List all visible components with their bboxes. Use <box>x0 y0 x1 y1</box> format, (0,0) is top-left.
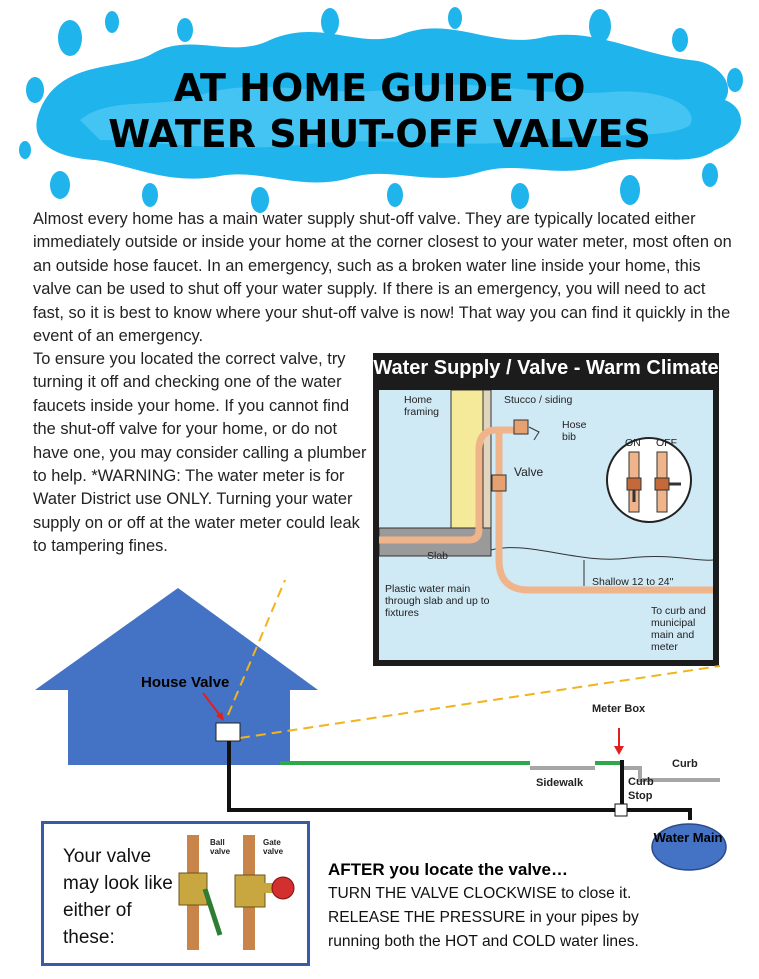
diagram-title: Water Supply / Valve - Warm Climate <box>373 357 719 379</box>
water-main-label: Water Main <box>653 830 723 845</box>
label-on: ON <box>625 437 641 449</box>
label-hose-bib: Hose bib <box>562 419 587 443</box>
page-title-line2: WATER SHUT-OFF VALVES <box>108 112 651 156</box>
after-line-1: TURN THE VALVE CLOCKWISE to close it. <box>328 885 632 902</box>
curb-stop-label: Curb Stop <box>628 776 654 802</box>
label-plastic-main: Plastic water main through slab and up to fixtures <box>385 583 490 619</box>
label-stucco: Stucco / siding <box>504 394 573 406</box>
curb-label: Curb <box>672 758 698 770</box>
valve-example-text: Your valve may look like either of these: <box>63 846 173 948</box>
label-shallow: Shallow 12 to 24" <box>592 576 674 588</box>
label-valve: Valve <box>514 465 544 479</box>
after-line-3: running both the HOT and COLD water lines. <box>328 933 639 950</box>
label-to-curb: To curb and municipal main and meter <box>651 605 706 653</box>
label-slab: Slab <box>427 550 449 562</box>
ball-valve-label: Ball valve <box>210 838 231 856</box>
gate-valve-label: Gate valve <box>263 838 284 856</box>
label-home-framing: Home framing <box>404 394 440 418</box>
side-paragraph: To ensure you located the correct valve, try turning it off and checking one of the water faucets inside your home. If you cannot find the shut-off valve for your home, or do not have one, you may consider calling a plumber to help. *WARNING: The water meter is for Water District use ONLY. Turning your water supply on or off at the water meter could leak to tampering fines. <box>33 350 367 556</box>
after-title: AFTER you locate the valve… <box>328 860 568 879</box>
sidewalk-label: Sidewalk <box>536 777 584 789</box>
label-off: OFF <box>656 437 677 449</box>
meter-box-label: Meter Box <box>592 703 646 715</box>
after-line-2: RELEASE THE PRESSURE in your pipes by <box>328 909 639 926</box>
house-valve-label: House Valve <box>141 674 230 691</box>
page-title-line1: AT HOME GUIDE TO <box>173 66 586 110</box>
intro-paragraph: Almost every home has a main water supply shut-off valve. They are typically located either immediately outside or inside your home at the corner closest to your water meter, most often on an outside hose faucet. In an emergency, such as a broken water line inside your home, this valve can be used to shut off your water supply. If there is an emergency, you will need to act fast, so it is best to know where your shut-off valve is now! That way you can find it quickly in the event of an emergency. <box>33 210 732 346</box>
